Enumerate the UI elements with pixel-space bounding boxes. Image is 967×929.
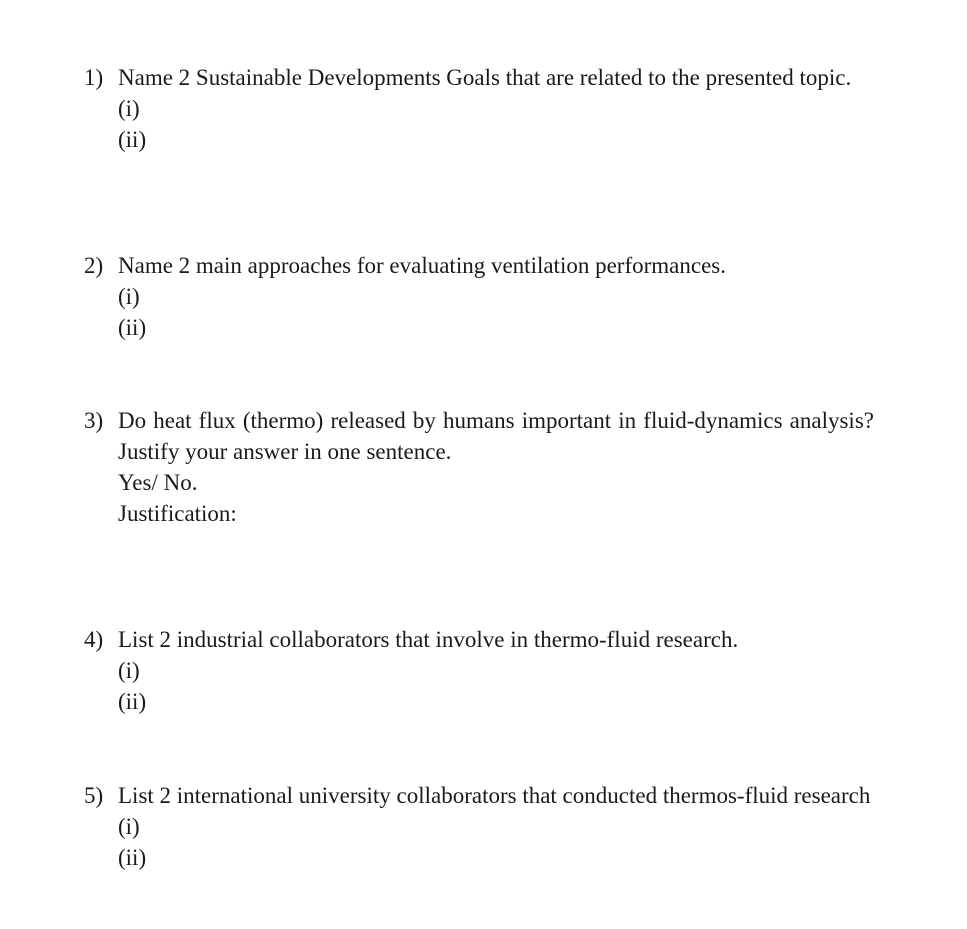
answer-item: (i) (118, 658, 140, 683)
question-number: 4) (84, 627, 104, 652)
answer-item: Justification: (118, 501, 237, 526)
question-number: 3) (84, 408, 104, 433)
answer-item: (i) (118, 284, 140, 309)
answer-item: (ii) (118, 689, 147, 714)
question-5 (84, 780, 874, 873)
question-4 (84, 624, 874, 717)
question-text: Name 2 main approaches for evaluating ventilation performances. (118, 253, 726, 278)
answer-item: Yes/ No. (118, 470, 198, 495)
question-1 (84, 62, 874, 155)
question-number: 2) (84, 253, 104, 278)
question-number: 1) (84, 65, 104, 90)
question-text: List 2 international university collaborators that conducted thermos-fluid research (118, 783, 871, 808)
answer-item: (i) (118, 96, 140, 121)
answer-item: (ii) (118, 127, 147, 152)
question-3 (84, 405, 874, 529)
answer-item: (ii) (118, 845, 147, 870)
answer-item: (i) (118, 814, 140, 839)
question-2 (84, 250, 874, 343)
answer-item: (ii) (118, 315, 147, 340)
question-text: Name 2 Sustainable Developments Goals that are related to the presented topic. (118, 65, 852, 90)
question-text: List 2 industrial collaborators that involve in thermo-fluid research. (118, 627, 739, 652)
question-text: Do heat flux (thermo) released by humans important in fluid-dynamics analysis? Justify your answer in one sentence. (118, 408, 874, 464)
question-number: 5) (84, 783, 104, 808)
